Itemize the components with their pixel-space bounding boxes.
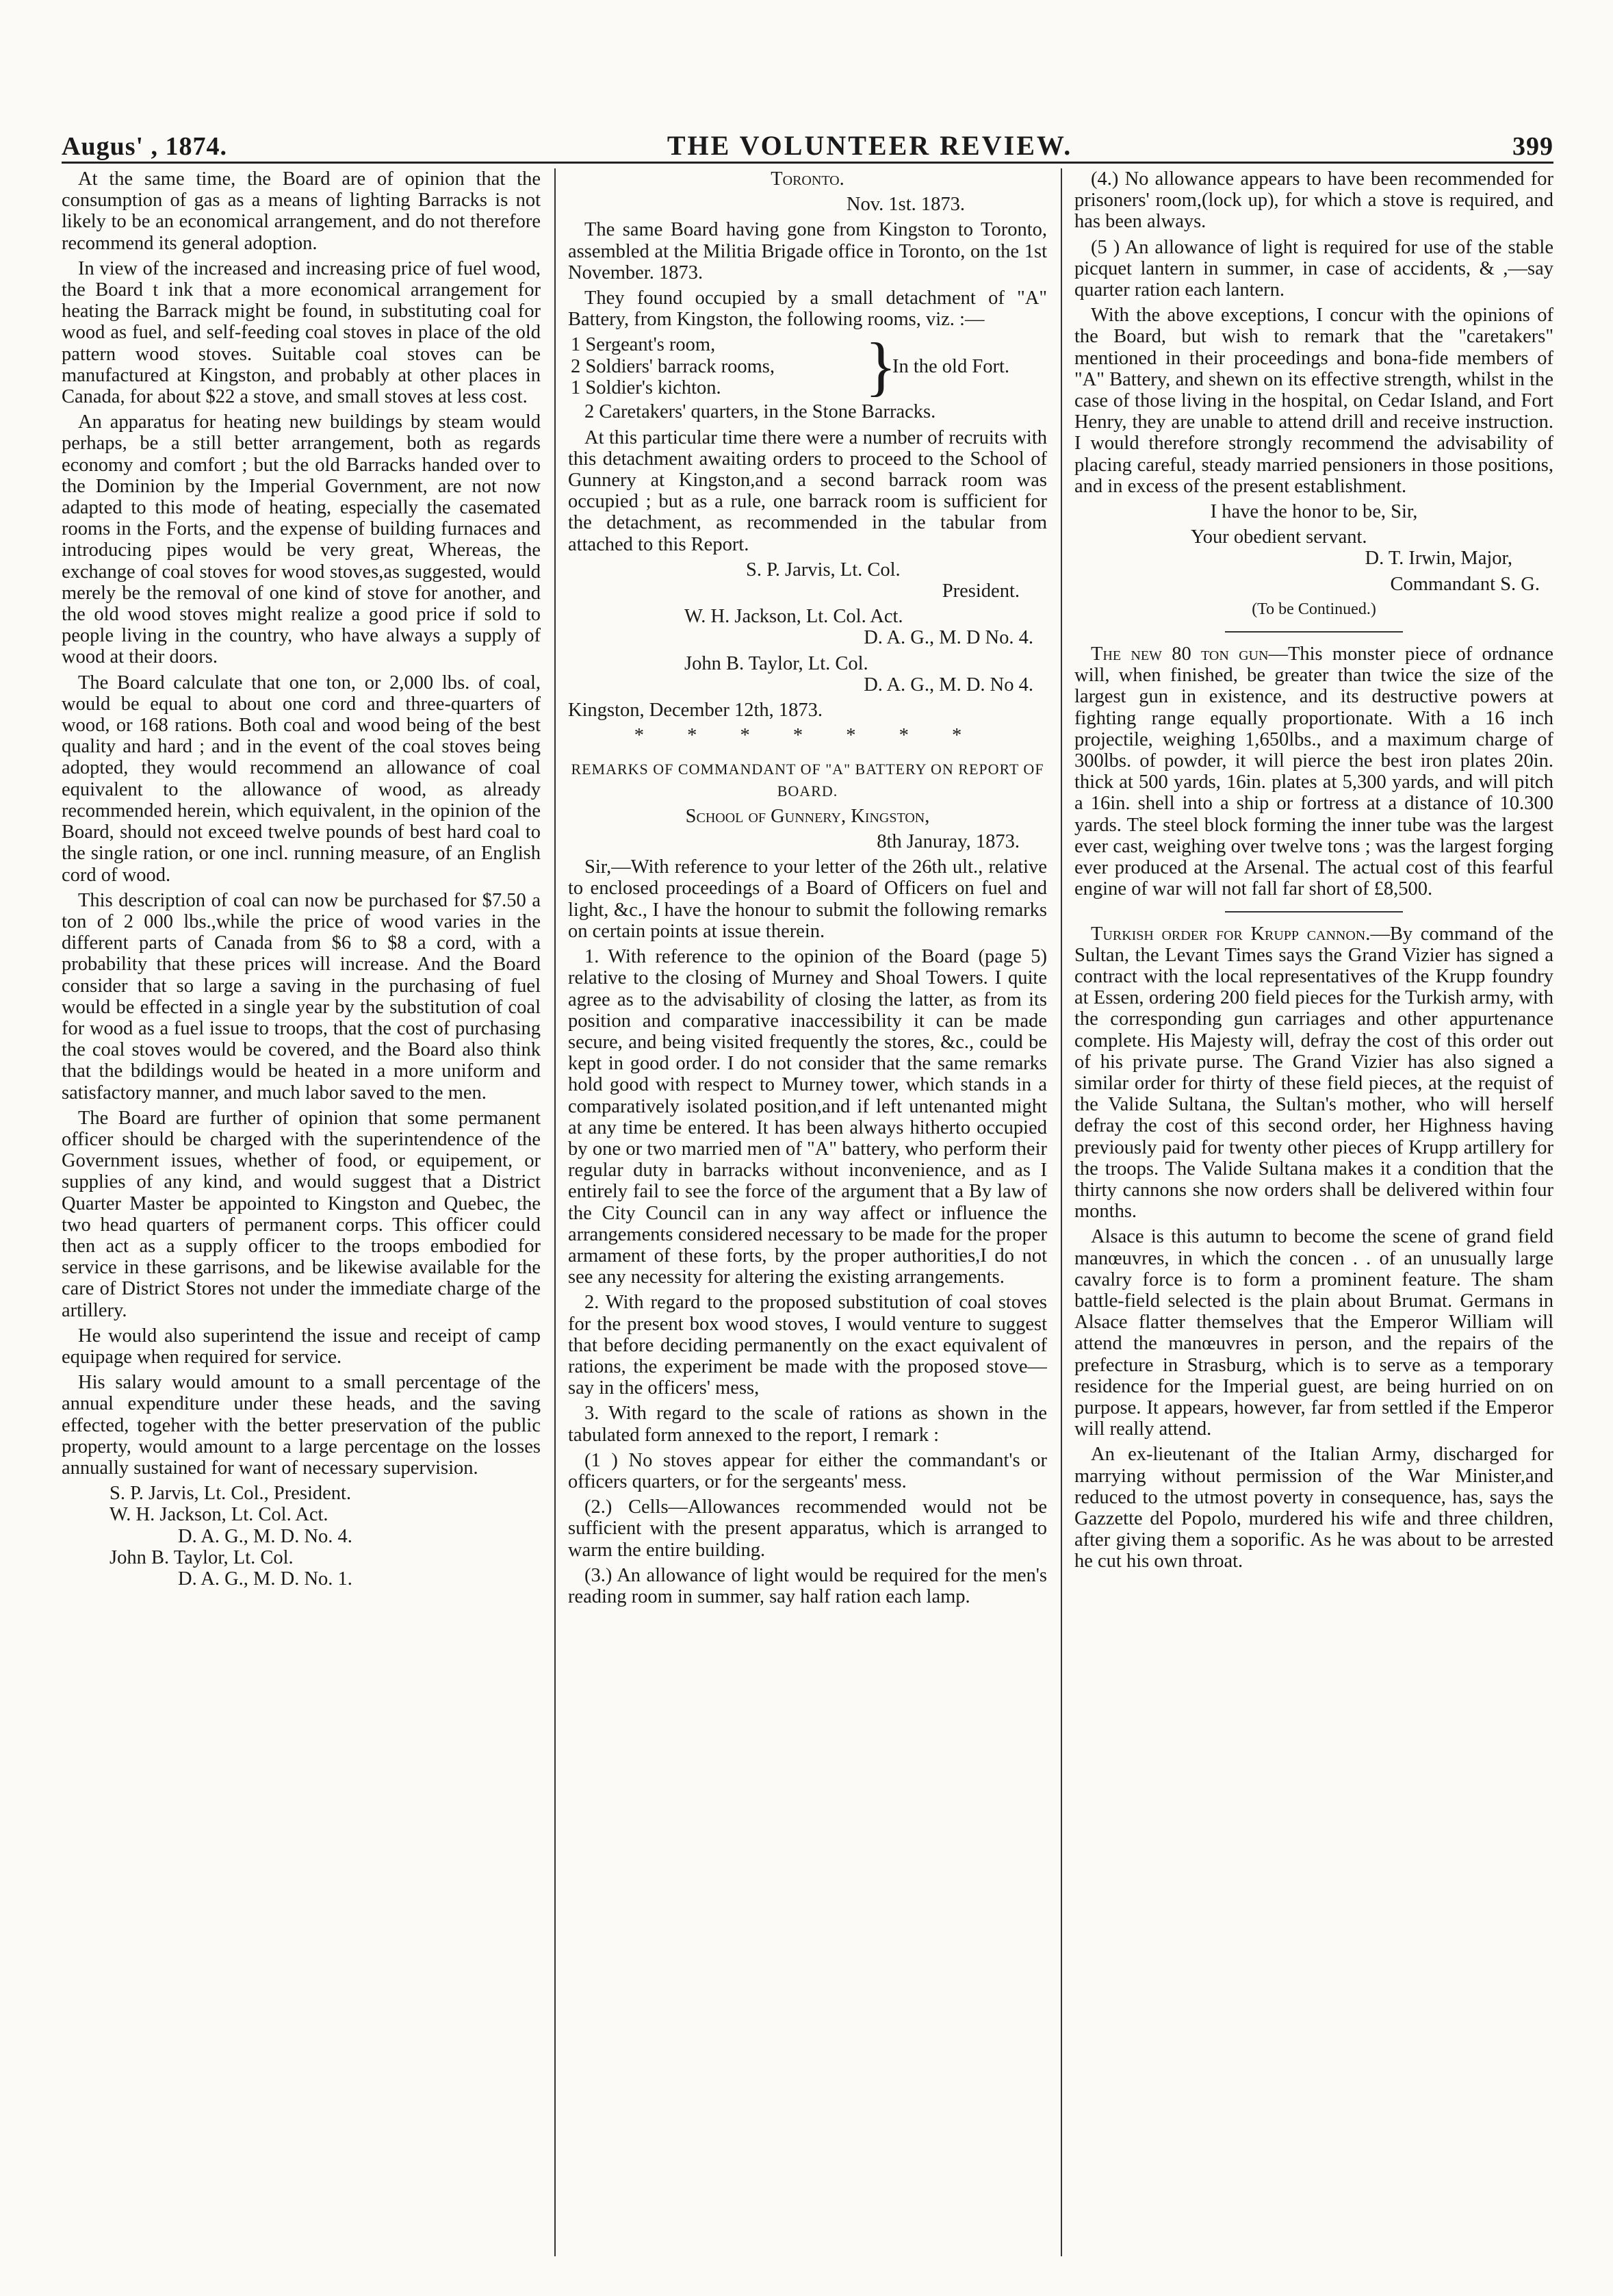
column-rule xyxy=(1061,168,1062,2256)
paragraph: 3. With regard to the scale of rations as shown in the tabulated form annexed to the report, I remark : xyxy=(568,1403,1047,1446)
signature-title: Commandant S. G. xyxy=(1390,573,1540,595)
paragraph: (4.) No allowance appears to have been recommended for prisoners' room,(lock up), for which a stove is required, and has been always. xyxy=(1074,168,1553,233)
paragraph: 2. With regard to the proposed substitution of coal stoves for the present box wood stoves, I would venture to suggest that before deciding permanently on the exact equivalent of rations, the experiment be made with the proposed stove—say in the officers' mess, xyxy=(568,1292,1047,1399)
signature-line: D. A. G., M. D No. 4. xyxy=(864,627,1033,649)
section-stars: * * * * * * * xyxy=(634,725,981,747)
list-item: 2 Soldiers' barrack rooms, xyxy=(571,355,775,377)
signature-line: John B. Taylor, Lt. Col. xyxy=(109,1546,294,1568)
paragraph: 1. With reference to the opinion of the Board (page 5) relative to the closing of Murney and Shoal Towers. I quite agree as to the advisability of closing the latter, as from its position and comparative inaccessibility it can be made secure, and being visited frequently the stores, &c., could be kept in good order. I do not consider that the same remarks hold good with respect to Murney tower, which stands in a comparatively isolated position,and if left untenanted might at any time be entered. It has been always hitherto occupied by one or two married men of "A" battery, who perform their regular duty in barracks without inconvenience, and as I entirely fail to see the force of the argument that a By law of the City Council can in any way affect or influence the arrangements considered necessary to be made for the proper armament of these forts, by the proper authorities,I do not see any necessity for altering the existing arrangements. xyxy=(568,946,1047,1288)
signature-line: President. xyxy=(942,581,1020,602)
rooms-list xyxy=(568,329,1047,403)
paragraph: (1 ) No stoves appear for either the commandant's or officers quarters, or for the sergeants' mess. xyxy=(568,1449,1047,1492)
list-item: 1 Soldier's kichton. xyxy=(571,377,721,398)
columns xyxy=(62,168,1553,2256)
dateline-place: School of Gunnery, Kingston, xyxy=(685,805,930,827)
paragraph: Sir,—With reference to your letter of the 26th ult., relative to enclosed proceedings of a Board of Officers on fuel and light, &c., I have the honour to submit the following remarks on certain points at issue therein. xyxy=(568,856,1047,942)
article-gun xyxy=(1074,643,1553,900)
dateline-place: Toronto. xyxy=(771,168,844,190)
dateline-date: 8th Januray, 1873. xyxy=(877,831,1020,853)
list-item: 1 Sergeant's room, xyxy=(571,334,716,356)
signature-line: John B. Taylor, Lt. Col. xyxy=(684,652,868,674)
signature-line: D. A. G., M. D. No. 4. xyxy=(178,1525,352,1547)
dateline: Kingston, December 12th, 1873. xyxy=(568,700,823,722)
paragraph: At the same time, the Board are of opinion that the consumption of gas as a means of lighting Barracks is not likely to be an economical arrangement, and do not therefore recommend its general adoption. xyxy=(62,168,541,254)
paragraph: An apparatus for heating new buildings by steam would perhaps, be a still better arrangement, both as regards economy and comfort ; but the old Barracks handed over to the Dominion by the Imperial Government, are not now adapted to this mode of heating, especially the casemated rooms in the Forts, and the expense of building furnaces and introducing pipes would be very great, Whereas, the exchange of coal stoves for wood stoves,as suggested, would merely be the removal of one kind of stove for another, and the old wood stoves might realize a good price if sold to people living in the country, who have always a supply of wood at their doors. xyxy=(62,411,541,668)
article-turkish xyxy=(1074,923,1553,1223)
closing-line: Your obedient servant. xyxy=(1191,526,1367,548)
section-heading: REMARKS OF COMMANDANT OF "A" BATTERY ON REPORT OF BOARD. xyxy=(571,761,1044,800)
article-lead: Turkish order for Krupp cannon. xyxy=(1091,923,1371,945)
paragraph: With the above exceptions, I concur with the opinions of the Board, but wish to remark that the "caretakers" mentioned in their proceedings and bona-fide members of "A" Battery, and shewn on its effective strength, whilst in the case of those living in the hospital, on Cedar Island, and Fort Henry, they are unable to attend drill and receive instruction. I would therefore strongly recommend the advisability of placing careful, steady married pensioners in those positions, and in excess of the present establishment. xyxy=(1074,305,1553,497)
paragraph: 2 Caretakers' quarters, in the Stone Barracks. xyxy=(584,401,936,423)
column-1 xyxy=(62,168,541,2256)
paragraph: His salary would amount to a small percentage of the annual expenditure under these heads, and the saving effected, togeher with the better preservation of the public property, would amount to a large percentage on the losses annually sustained for want of necessary supervision. xyxy=(62,1372,541,1479)
column-2 xyxy=(568,168,1047,2256)
divider xyxy=(1225,911,1403,913)
header-date: Augus' , 1874. xyxy=(62,132,228,161)
divider xyxy=(1225,631,1403,633)
continued-note: (To be Continued.) xyxy=(1252,600,1376,618)
paragraph: He would also superintend the issue and receipt of camp equipage when required for service. xyxy=(62,1325,541,1368)
paragraph: (5 ) An allowance of light is required for use of the stable picquet lantern in summer, in case of accidents, & ,—say quarter ration each lantern. xyxy=(1074,236,1553,301)
paragraph: They found occupied by a small detachment of "A" Battery, from Kingston, the following rooms, viz. :— xyxy=(568,288,1047,331)
dateline-date: Nov. 1st. 1873. xyxy=(846,194,965,216)
signature-line: D. A. G., M. D. No. 1. xyxy=(178,1568,352,1590)
signature-line: S. P. Jarvis, Lt. Col. xyxy=(746,559,901,581)
paragraph: At this particular time there were a number of recruits with this detachment awaiting orders to proceed to the School of Gunnery at Kingston,and a second barrack room was occupied ; but as a rule, one barrack room is sufficient for the detachment, as recommended in the tabular from attached to this Report. xyxy=(568,426,1047,555)
signature-line: W. H. Jackson, Lt. Col. Act. xyxy=(109,1504,328,1526)
signature-line: W. H. Jackson, Lt. Col. Act. xyxy=(684,606,903,628)
paragraph: (2.) Cells—Allowances recommended would not be sufficient with the present apparatus, which is arranged to warm the entire building. xyxy=(568,1496,1047,1561)
article-text: —By command of the Sultan, the Levant Times says the Grand Vizier has signed a contract with the local representatives of the Krupp foundry at Essen, ordering 200 field pieces for the Turkish army, with the corresponding gun carriages and other appurtenance complete. His Majesty will, defray the cost of this order out of his private purse. The Grand Vizier has also signed a similar order for thirty of these field pieces, at the requist of the Valide Sultana, the Sultan's mother, who will herself defray the cost of this second order, her Highness having previously paid for twenty other pieces of Krupp artillery for the troops. The Valide Sultana makes it a condition that the thirty cannons she now orders shall be delivered within four months. xyxy=(1074,923,1553,1223)
article-italian: An ex-lieutenant of the Italian Army, discharged for marrying without permission of the War Minister,and reduced to the utmost poverty in consequence, has, says the Gazzette del Popolo, murdered his wife and three children, after giving them a soporific. As he was about to be arrested he cut his own throat. xyxy=(1074,1444,1553,1572)
newspaper-page xyxy=(62,123,1553,2259)
paragraph: This description of coal can now be purchased for $7.50 a ton of 2 000 lbs.,while the price of wood varies in the different parts of Canada from $6 to $8 a cord, with a probability that these prices will increase. And the Board consider that so large a saving in the purchasing of fuel would be effected in a single year by the substitution of coal for wood as a fuel issue to troops, that the cost of purchasing the coal stoves would be covered, and the Board also think that the bdildings would be heated in a more uniform and satisfactory manner, and much labor saved to the men. xyxy=(62,889,541,1104)
rooms-location: In the old Fort. xyxy=(892,355,1009,377)
signature-line: D. A. G., M. D. No 4. xyxy=(864,674,1033,696)
column-rule xyxy=(554,168,556,2256)
publication-title: THE VOLUNTEER REVIEW. xyxy=(667,130,1073,161)
article-text: —This monster piece of ordnance will, when finished, be greater than twice the size of the largest gun in existence, and its destructive powers at fighting range equally proportionate. With a 16 inch projectile, weighing 1,650lbs., and a maximum charge of 300lbs. of powder, it will pierce the best iron plates 20in. thick at 500 yards, 16in. plates at 5,300 yards, and will pitch a 16in. shell into a ship or fortress at a distance of 10.300 yards. The steel block forming the inner tube was the largest ever cast, weighing over twelve tons ; was the largest forging ever produced at the Arsenal. The actual cost of this fearful engine of war will not fall far short of £8,500. xyxy=(1074,643,1553,900)
article-lead: The new 80 ton gun xyxy=(1091,643,1269,665)
paragraph: The same Board having gone from Kingston to Toronto, assembled at the Militia Brigade office in Toronto, on the 1st November. 1873. xyxy=(568,219,1047,283)
signature-line: S. P. Jarvis, Lt. Col., President. xyxy=(109,1483,352,1505)
page-header xyxy=(62,123,1553,164)
page-number: 399 xyxy=(1512,132,1553,161)
article-alsace: Alsace is this autumn to become the scene of grand field manœuvres, in which the concen . . of an unusually large cavalry force is to form a prominent feature. The sham battle-field selected is the plain about Brumat. Germans in Alsace flatter themselves that the Emperor William will attend the manœuvres in person, and the repairs of the prefecture in Strasburg, which is to serve as a temporary residence for the Imperial guest, are being hurried on on purpose. It appears, however, far from settled if the Emperor will really attend. xyxy=(1074,1226,1553,1440)
closing-line: I have the honor to be, Sir, xyxy=(1210,501,1418,523)
paragraph: In view of the increased and increasing price of fuel wood, the Board t ink that a more economical arrangement for heating the Barrack might be found, in substituting coal for wood as fuel, and self-feeding coal stoves in place of the old pattern wood stoves. Suitable coal stoves can be manufactured at Kingston, and probably at other places in Canada, for about $22 a stove, and small stoves at less cost. xyxy=(62,257,541,408)
column-3 xyxy=(1074,168,1553,2256)
paragraph: The Board calculate that one ton, or 2,000 lbs. of coal, would be equal to about one cord and three-quarters of wood, or 168 rations. Both coal and wood being of the best quality and hard ; and in the event of the coal stoves being adopted, they would recommend an allowance of coal equivalent to the allowance of wood, as already recommended herein, which equivalent, in the opinion of the Board, should not exceed twelve pounds of best hard coal to the single ration, or one incl. running measure, of an English cord of wood. xyxy=(62,672,541,886)
brace-glyph: } xyxy=(865,329,897,403)
paragraph: The Board are further of opinion that some permanent officer should be charged with the superintendence of the Government issues, whether of food, or equipement, or supplies of any kind, and would suggest that a District Quarter Master be appointed to Kingston and Quebec, the two head quarters of permanent corps. This officer could then act as a supply officer to the troops embodied for service in these garrisons, and be likewise available for the care of District Stores not under the immediate charge of the artillery. xyxy=(62,1107,541,1321)
paragraph: (3.) An allowance of light would be required for the men's reading room in summer, say half ration each lamp. xyxy=(568,1564,1047,1607)
signature-name: D. T. Irwin, Major, xyxy=(1365,548,1512,570)
